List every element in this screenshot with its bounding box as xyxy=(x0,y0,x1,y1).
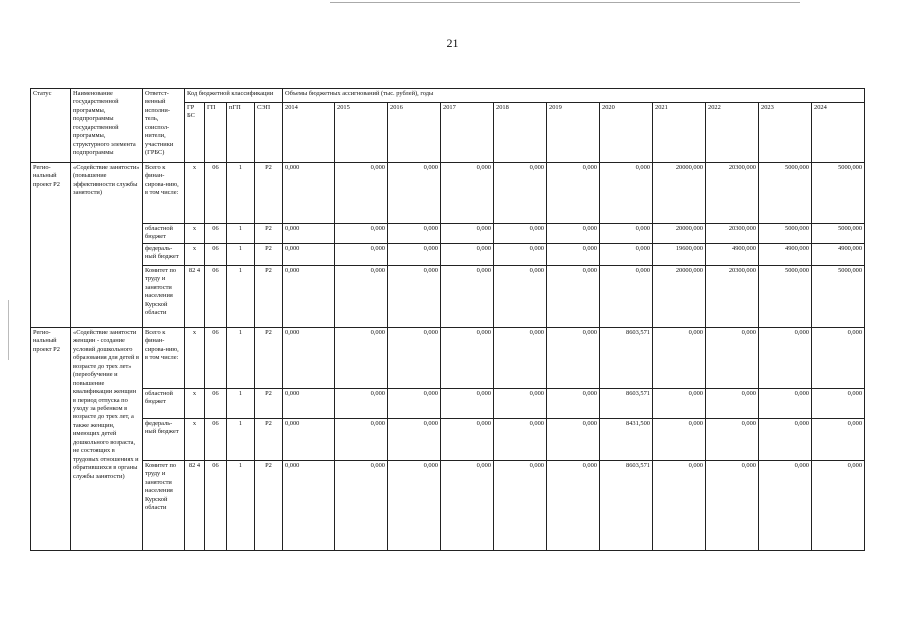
value-cell: 0,000 xyxy=(494,224,547,244)
value-cell: 0,000 xyxy=(335,265,388,327)
value-cell: 4900,000 xyxy=(759,243,812,265)
table-row xyxy=(31,327,865,388)
header-code-sep: СЭП xyxy=(255,103,283,163)
table-row xyxy=(31,243,865,265)
value-cell: 20300,000 xyxy=(706,163,759,224)
table-row xyxy=(31,460,865,550)
value-cell: 0,000 xyxy=(335,163,388,224)
executor-cell: Всего к финан-сирова-нию, в том числе: xyxy=(143,163,185,224)
executor-cell: федераль-ный бюджет xyxy=(143,243,185,265)
value-cell: 0,000 xyxy=(600,243,653,265)
value-cell: 5000,000 xyxy=(812,265,865,327)
value-cell: 0,000 xyxy=(335,327,388,388)
header-year: 2024 xyxy=(812,103,865,163)
value-cell: 0,000 xyxy=(283,418,335,460)
sep-cell: Р2 xyxy=(255,163,283,224)
gp-cell: 06 xyxy=(205,224,227,244)
executor-cell: Всего к финан-сирова-нию, в том числе: xyxy=(143,327,185,388)
gp-cell: 06 xyxy=(205,163,227,224)
header-year: 2014 xyxy=(283,103,335,163)
value-cell: 5000,000 xyxy=(759,265,812,327)
program-name-cell: «Содействие занятости» (повышение эффективности службы занятости) xyxy=(71,163,143,328)
header-status: Статус xyxy=(31,89,71,163)
table-row xyxy=(31,224,865,244)
value-cell: 0,000 xyxy=(653,460,706,550)
value-cell: 20000,000 xyxy=(653,265,706,327)
value-cell: 4900,000 xyxy=(812,243,865,265)
status-cell: Регио-нальный проект Р2 xyxy=(31,327,71,550)
table-body xyxy=(31,163,865,551)
value-cell: 0,000 xyxy=(706,388,759,418)
executor-cell: областной бюджет xyxy=(143,224,185,244)
header-year: 2021 xyxy=(653,103,706,163)
budget-allocation-table xyxy=(30,88,865,551)
value-cell: 0,000 xyxy=(759,388,812,418)
gp-cell: 06 xyxy=(205,327,227,388)
executor-cell: Комитет по труду и занятости населения Курской области xyxy=(143,460,185,550)
pgp-cell: 1 xyxy=(227,224,255,244)
program-name-cell: «Содействие занятости женщин - создание условий дошкольного образования для детей в возрасте до трех лет» (переобучение и повышение квалификации женщин в период отпуска по уходу за ребенком в возрасте до трех лет, а также женщин, имеющих детей дошкольного возраста, не состоящих в трудовых отношениях и обратившихся в органы службы занятости) xyxy=(71,327,143,550)
sep-cell: Р2 xyxy=(255,265,283,327)
value-cell: 0,000 xyxy=(335,243,388,265)
table-row xyxy=(31,265,865,327)
sep-cell: Р2 xyxy=(255,243,283,265)
value-cell: 0,000 xyxy=(494,265,547,327)
value-cell: 20000,000 xyxy=(653,163,706,224)
sep-cell: Р2 xyxy=(255,224,283,244)
value-cell: 0,000 xyxy=(335,388,388,418)
value-cell: 5000,000 xyxy=(759,224,812,244)
value-cell: 0,000 xyxy=(494,418,547,460)
value-cell: 0,000 xyxy=(494,388,547,418)
header-budget-volumes: Объемы бюджетных ассигнований (тыс. рублей), годы xyxy=(283,89,865,103)
header-code-pgp: пГП xyxy=(227,103,255,163)
grbs-cell: 82 4 xyxy=(185,460,205,550)
value-cell: 0,000 xyxy=(441,224,494,244)
header-executor: Ответст-венный исполни-тель, соиспол-нители, участники (ГРБС) xyxy=(143,89,185,163)
value-cell: 0,000 xyxy=(600,163,653,224)
header-year: 2016 xyxy=(388,103,441,163)
value-cell: 8603,571 xyxy=(600,460,653,550)
value-cell: 0,000 xyxy=(441,418,494,460)
header-year: 2020 xyxy=(600,103,653,163)
value-cell: 0,000 xyxy=(283,388,335,418)
pgp-cell: 1 xyxy=(227,460,255,550)
value-cell: 0,000 xyxy=(283,327,335,388)
table-row xyxy=(31,418,865,460)
value-cell: 0,000 xyxy=(388,460,441,550)
value-cell: 0,000 xyxy=(706,460,759,550)
value-cell: 0,000 xyxy=(494,163,547,224)
value-cell: 0,000 xyxy=(706,327,759,388)
executor-cell: областной бюджет xyxy=(143,388,185,418)
value-cell: 8431,500 xyxy=(600,418,653,460)
value-cell: 0,000 xyxy=(283,163,335,224)
executor-cell: федераль-ный бюджет xyxy=(143,418,185,460)
value-cell: 0,000 xyxy=(441,327,494,388)
sep-cell: Р2 xyxy=(255,418,283,460)
value-cell: 20300,000 xyxy=(706,265,759,327)
sep-cell: Р2 xyxy=(255,460,283,550)
value-cell: 0,000 xyxy=(388,327,441,388)
pgp-cell: 1 xyxy=(227,327,255,388)
pgp-cell: 1 xyxy=(227,265,255,327)
header-year: 2015 xyxy=(335,103,388,163)
status-cell: Регио-нальный проект Р2 xyxy=(31,163,71,328)
value-cell: 5000,000 xyxy=(812,163,865,224)
gp-cell: 06 xyxy=(205,460,227,550)
value-cell: 0,000 xyxy=(388,265,441,327)
value-cell: 0,000 xyxy=(335,460,388,550)
value-cell: 0,000 xyxy=(600,265,653,327)
value-cell: 0,000 xyxy=(441,388,494,418)
top-scan-rule xyxy=(330,2,800,3)
value-cell: 0,000 xyxy=(759,418,812,460)
value-cell: 0,000 xyxy=(283,243,335,265)
value-cell: 4900,000 xyxy=(706,243,759,265)
header-code-grbs: ГР БС xyxy=(185,103,205,163)
grbs-cell: х xyxy=(185,327,205,388)
value-cell: 0,000 xyxy=(812,418,865,460)
value-cell: 0,000 xyxy=(388,243,441,265)
value-cell: 0,000 xyxy=(441,243,494,265)
header-program-name: Наименование государственной программы, подпрограммы государственной программы, структурного элемента подпрограммы xyxy=(71,89,143,163)
sep-cell: Р2 xyxy=(255,388,283,418)
page-number: 21 xyxy=(446,36,459,50)
executor-cell: Комитет по труду и занятости населения Курской области xyxy=(143,265,185,327)
grbs-cell: х xyxy=(185,418,205,460)
value-cell: 0,000 xyxy=(653,327,706,388)
header-year: 2018 xyxy=(494,103,547,163)
gp-cell: 06 xyxy=(205,388,227,418)
value-cell: 0,000 xyxy=(388,163,441,224)
value-cell: 0,000 xyxy=(494,460,547,550)
sep-cell: Р2 xyxy=(255,327,283,388)
value-cell: 5000,000 xyxy=(812,224,865,244)
grbs-cell: х xyxy=(185,163,205,224)
header-year: 2023 xyxy=(759,103,812,163)
value-cell: 5000,000 xyxy=(759,163,812,224)
header-year: 2019 xyxy=(547,103,600,163)
value-cell: 0,000 xyxy=(547,243,600,265)
value-cell: 0,000 xyxy=(653,388,706,418)
table-row xyxy=(31,163,865,224)
grbs-cell: х xyxy=(185,388,205,418)
header-row-1 xyxy=(31,89,865,103)
value-cell: 0,000 xyxy=(494,243,547,265)
header-year: 2017 xyxy=(441,103,494,163)
value-cell: 20300,000 xyxy=(706,224,759,244)
value-cell: 0,000 xyxy=(759,460,812,550)
value-cell: 0,000 xyxy=(441,265,494,327)
gp-cell: 06 xyxy=(205,265,227,327)
value-cell: 0,000 xyxy=(283,265,335,327)
value-cell: 0,000 xyxy=(547,460,600,550)
value-cell: 0,000 xyxy=(335,224,388,244)
pgp-cell: 1 xyxy=(227,388,255,418)
value-cell: 0,000 xyxy=(600,224,653,244)
header-budget-code: Код бюджетной классификации xyxy=(185,89,283,103)
value-cell: 0,000 xyxy=(388,418,441,460)
table-row xyxy=(31,388,865,418)
value-cell: 0,000 xyxy=(547,224,600,244)
value-cell: 19600,000 xyxy=(653,243,706,265)
pgp-cell: 1 xyxy=(227,418,255,460)
grbs-cell: 82 4 xyxy=(185,265,205,327)
value-cell: 0,000 xyxy=(547,327,600,388)
value-cell: 0,000 xyxy=(283,224,335,244)
value-cell: 0,000 xyxy=(494,327,547,388)
value-cell: 0,000 xyxy=(388,388,441,418)
value-cell: 0,000 xyxy=(653,418,706,460)
header-code-gp: ГП xyxy=(205,103,227,163)
value-cell: 0,000 xyxy=(441,163,494,224)
value-cell: 0,000 xyxy=(759,327,812,388)
value-cell: 0,000 xyxy=(547,418,600,460)
value-cell: 0,000 xyxy=(441,460,494,550)
value-cell: 0,000 xyxy=(388,224,441,244)
value-cell: 0,000 xyxy=(547,163,600,224)
value-cell: 0,000 xyxy=(283,460,335,550)
value-cell: 0,000 xyxy=(706,418,759,460)
value-cell: 20000,000 xyxy=(653,224,706,244)
value-cell: 8603,571 xyxy=(600,388,653,418)
value-cell: 0,000 xyxy=(812,327,865,388)
grbs-cell: х xyxy=(185,224,205,244)
pgp-cell: 1 xyxy=(227,163,255,224)
value-cell: 0,000 xyxy=(335,418,388,460)
value-cell: 0,000 xyxy=(547,388,600,418)
binding-mark xyxy=(8,300,9,360)
value-cell: 8603,571 xyxy=(600,327,653,388)
gp-cell: 06 xyxy=(205,243,227,265)
value-cell: 0,000 xyxy=(547,265,600,327)
value-cell: 0,000 xyxy=(812,388,865,418)
value-cell: 0,000 xyxy=(812,460,865,550)
grbs-cell: х xyxy=(185,243,205,265)
pgp-cell: 1 xyxy=(227,243,255,265)
header-year: 2022 xyxy=(706,103,759,163)
gp-cell: 06 xyxy=(205,418,227,460)
